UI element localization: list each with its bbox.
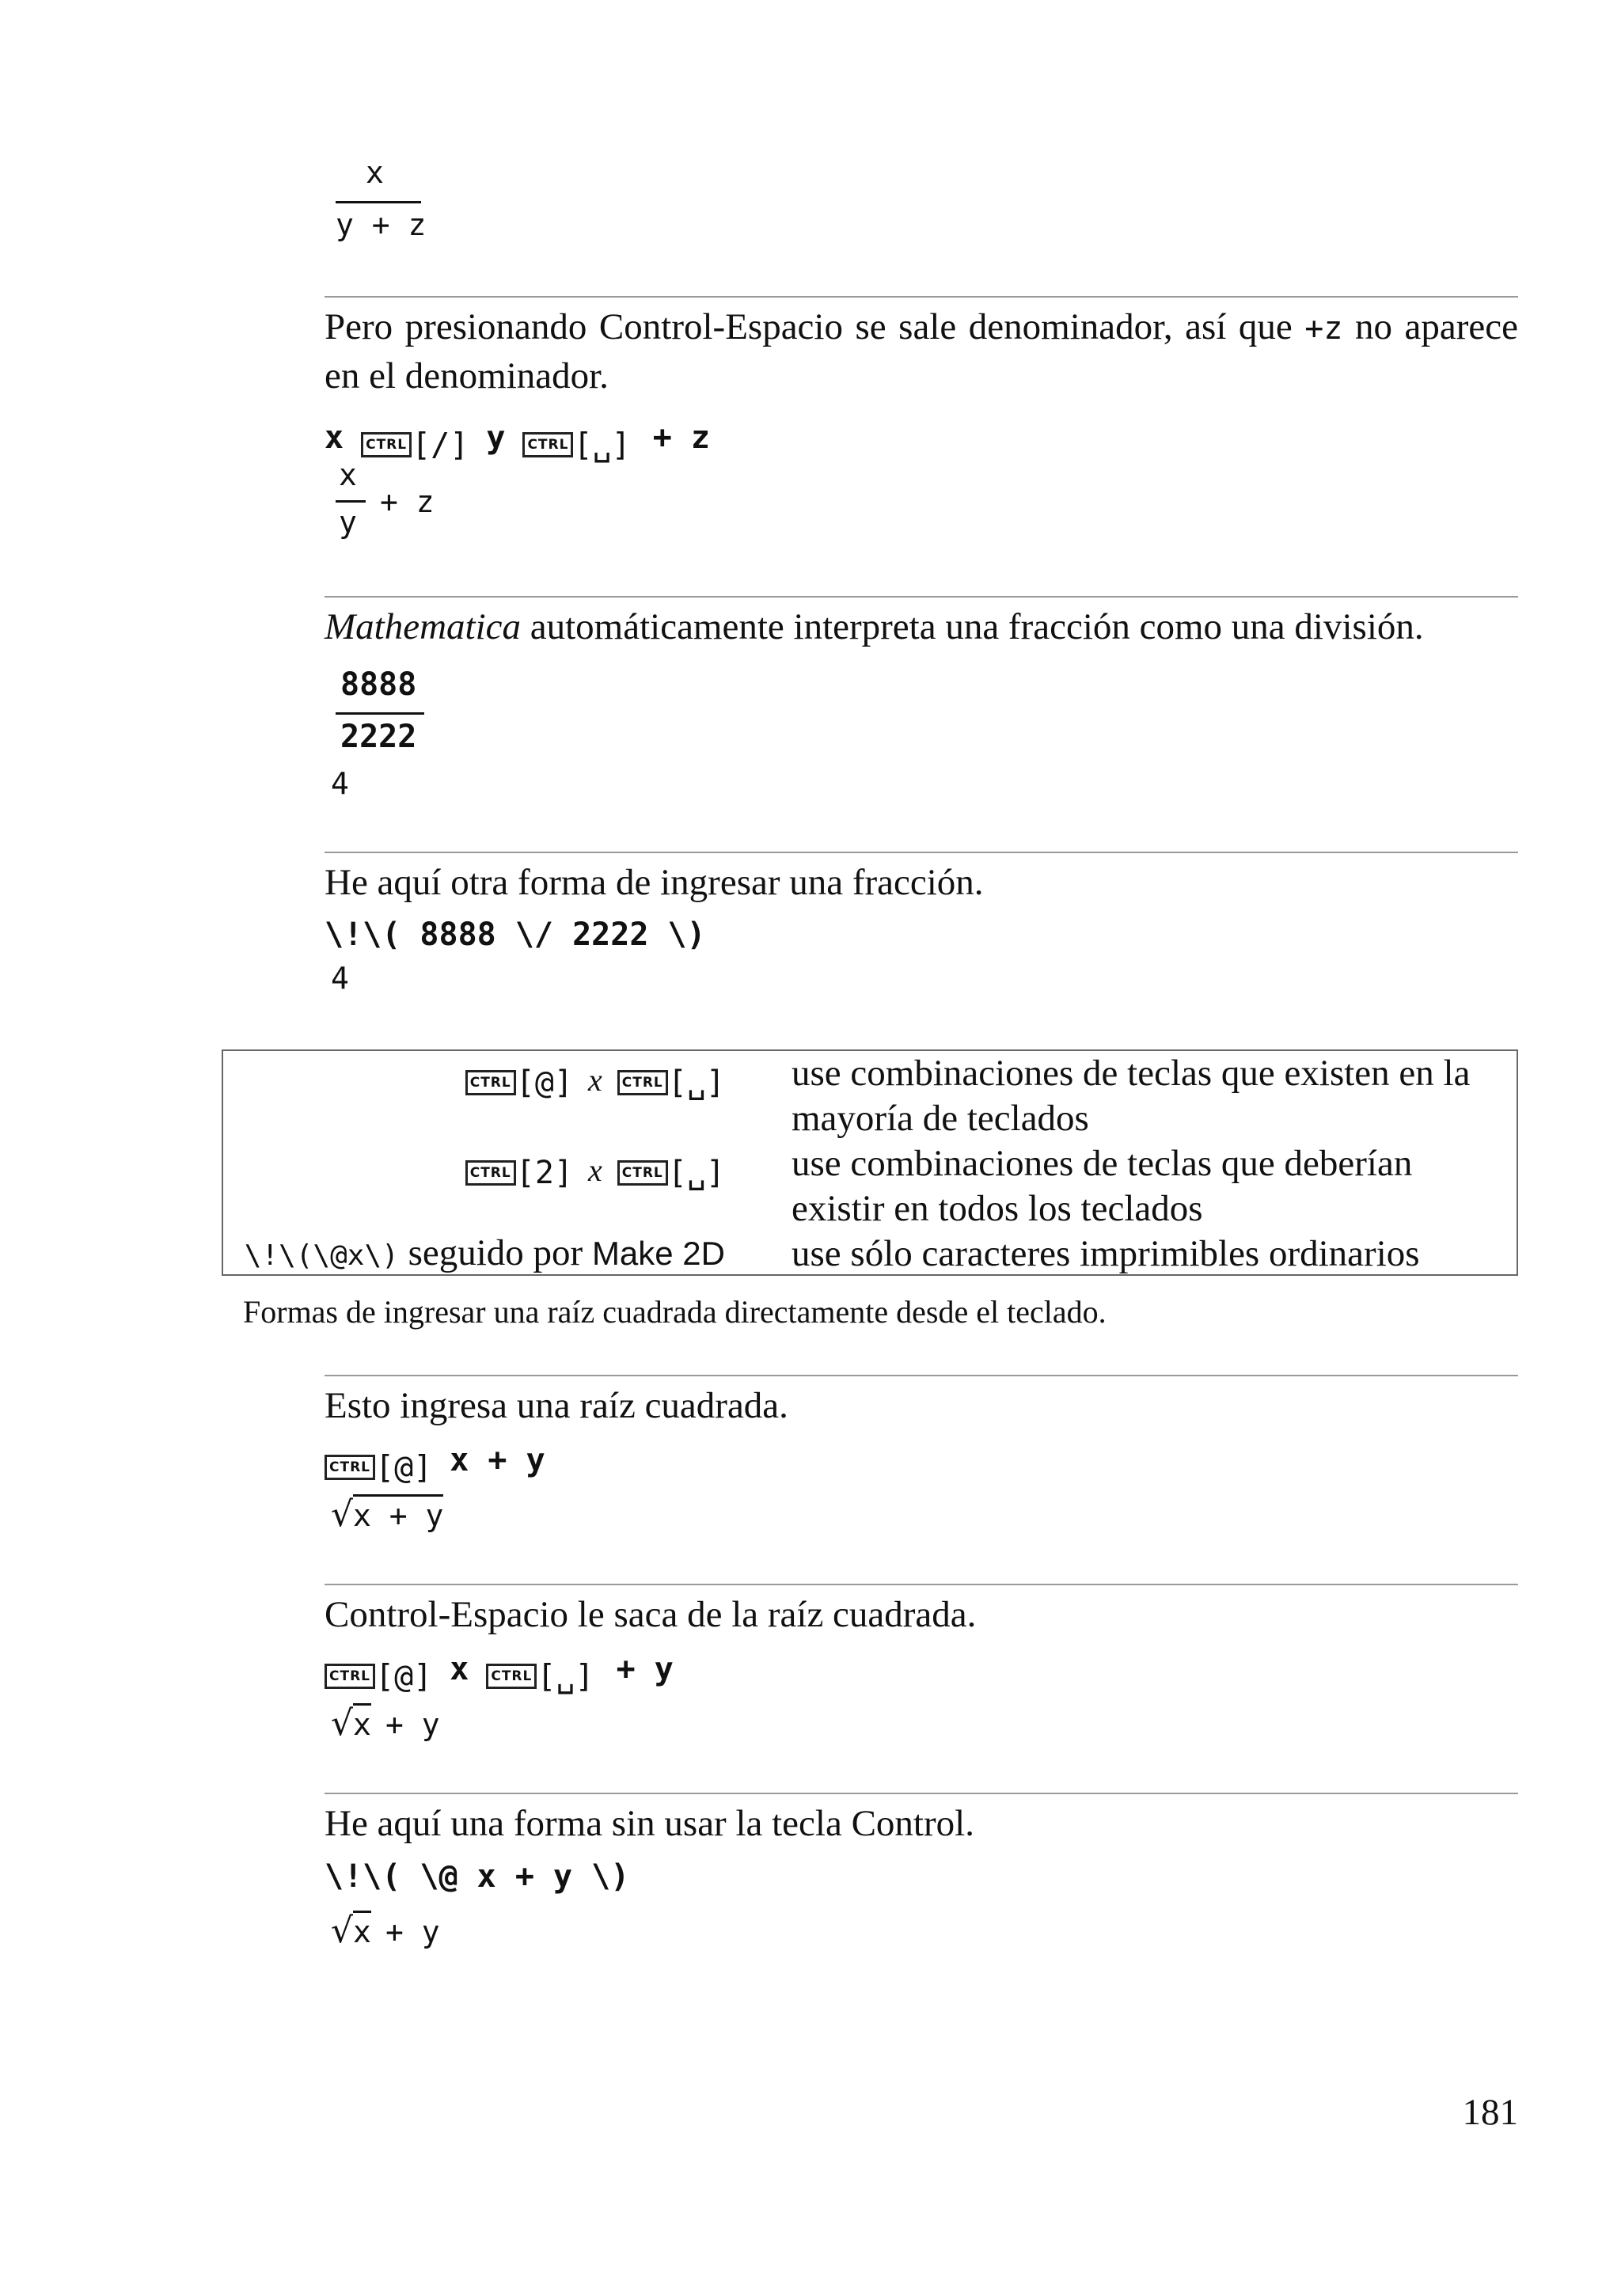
section-divider [325, 596, 1518, 598]
table-caption: Formas de ingresar una raíz cuadrada directamente desde el teclado. [243, 1294, 1107, 1330]
explanation-text: Esto ingresa una raíz cuadrada. [325, 1385, 788, 1426]
fraction-numerator: x [366, 155, 384, 190]
ctrl-key-icon: CTRL [465, 1070, 516, 1095]
section-divider [325, 852, 1518, 853]
key-combination-table [222, 1049, 1518, 1276]
table-row-description: use combinaciones de teclas que deberían existir en todos los teclados [792, 1143, 1413, 1229]
output-value: 4 [331, 766, 349, 801]
fraction-denominator: y + z [336, 207, 427, 242]
radical-icon: √ [331, 1911, 354, 1951]
table-row: \!\(\@x\) seguido por Make 2D [244, 1232, 725, 1273]
section-divider [325, 1375, 1518, 1376]
output-sqrt: √x + y [331, 1703, 440, 1744]
explanation-text: He aquí otra forma de ingresar una fracción. [325, 862, 984, 903]
output-value: 4 [331, 961, 349, 996]
ctrl-key-icon: CTRL [617, 1070, 668, 1095]
input-line: CTRL [@] x + y [325, 1442, 545, 1486]
table-row-description: use combinaciones de teclas que existen en la mayoría de teclados [792, 1053, 1471, 1139]
table-row: CTRL [@] x CTRL [␣] [465, 1059, 725, 1101]
ctrl-key-icon: CTRL [617, 1160, 668, 1186]
table-row: CTRL [2] x CTRL [␣] [465, 1149, 725, 1191]
section-divider [325, 296, 1518, 298]
make-2d-menu-item: Make 2D [591, 1235, 725, 1272]
fraction-bar [336, 201, 421, 203]
input-fraction: 8888 2222 [336, 666, 446, 761]
ctrl-key-icon: CTRL [486, 1664, 537, 1689]
fraction-x-over-y-plus-z [336, 155, 431, 258]
explanation-text: Pero presionando Control-Espacio se sale denominador, así que +z no aparece en el denominador. [325, 306, 1518, 397]
page-number: 181 [1462, 2092, 1518, 2133]
ctrl-key-icon: CTRL [522, 432, 573, 457]
ctrl-key-icon: CTRL [465, 1160, 516, 1186]
input-line: \!\( 8888 \/ 2222 \) [325, 917, 706, 953]
input-line: \!\( \@ x + y \) [325, 1858, 630, 1895]
table-row-description: use sólo caracteres imprimibles ordinarios [792, 1233, 1420, 1274]
section-divider [325, 1584, 1518, 1585]
explanation-text: Mathematica automáticamente interpreta una fracción como una división. [325, 606, 1424, 647]
radical-icon: √ [331, 1494, 354, 1535]
ctrl-key-icon: CTRL [325, 1455, 375, 1480]
output-fraction-x-over-y: x y + z [336, 457, 494, 552]
ctrl-key-icon: CTRL [325, 1664, 375, 1689]
explanation-text: Control-Espacio le saca de la raíz cuadrada. [325, 1594, 977, 1635]
input-line: x CTRL [/] y CTRL [␣] + z [325, 419, 710, 464]
output-sqrt: √x + y [331, 1911, 440, 1951]
section-divider [325, 1793, 1518, 1794]
inline-code: +z [1304, 310, 1343, 347]
output-sqrt: √x + y [331, 1494, 444, 1535]
input-line: CTRL [@] x CTRL [␣] + y [325, 1651, 674, 1694]
radical-icon: √ [331, 1703, 354, 1744]
explanation-text: He aquí una forma sin usar la tecla Control. [325, 1803, 974, 1844]
ctrl-key-icon: CTRL [361, 432, 412, 457]
